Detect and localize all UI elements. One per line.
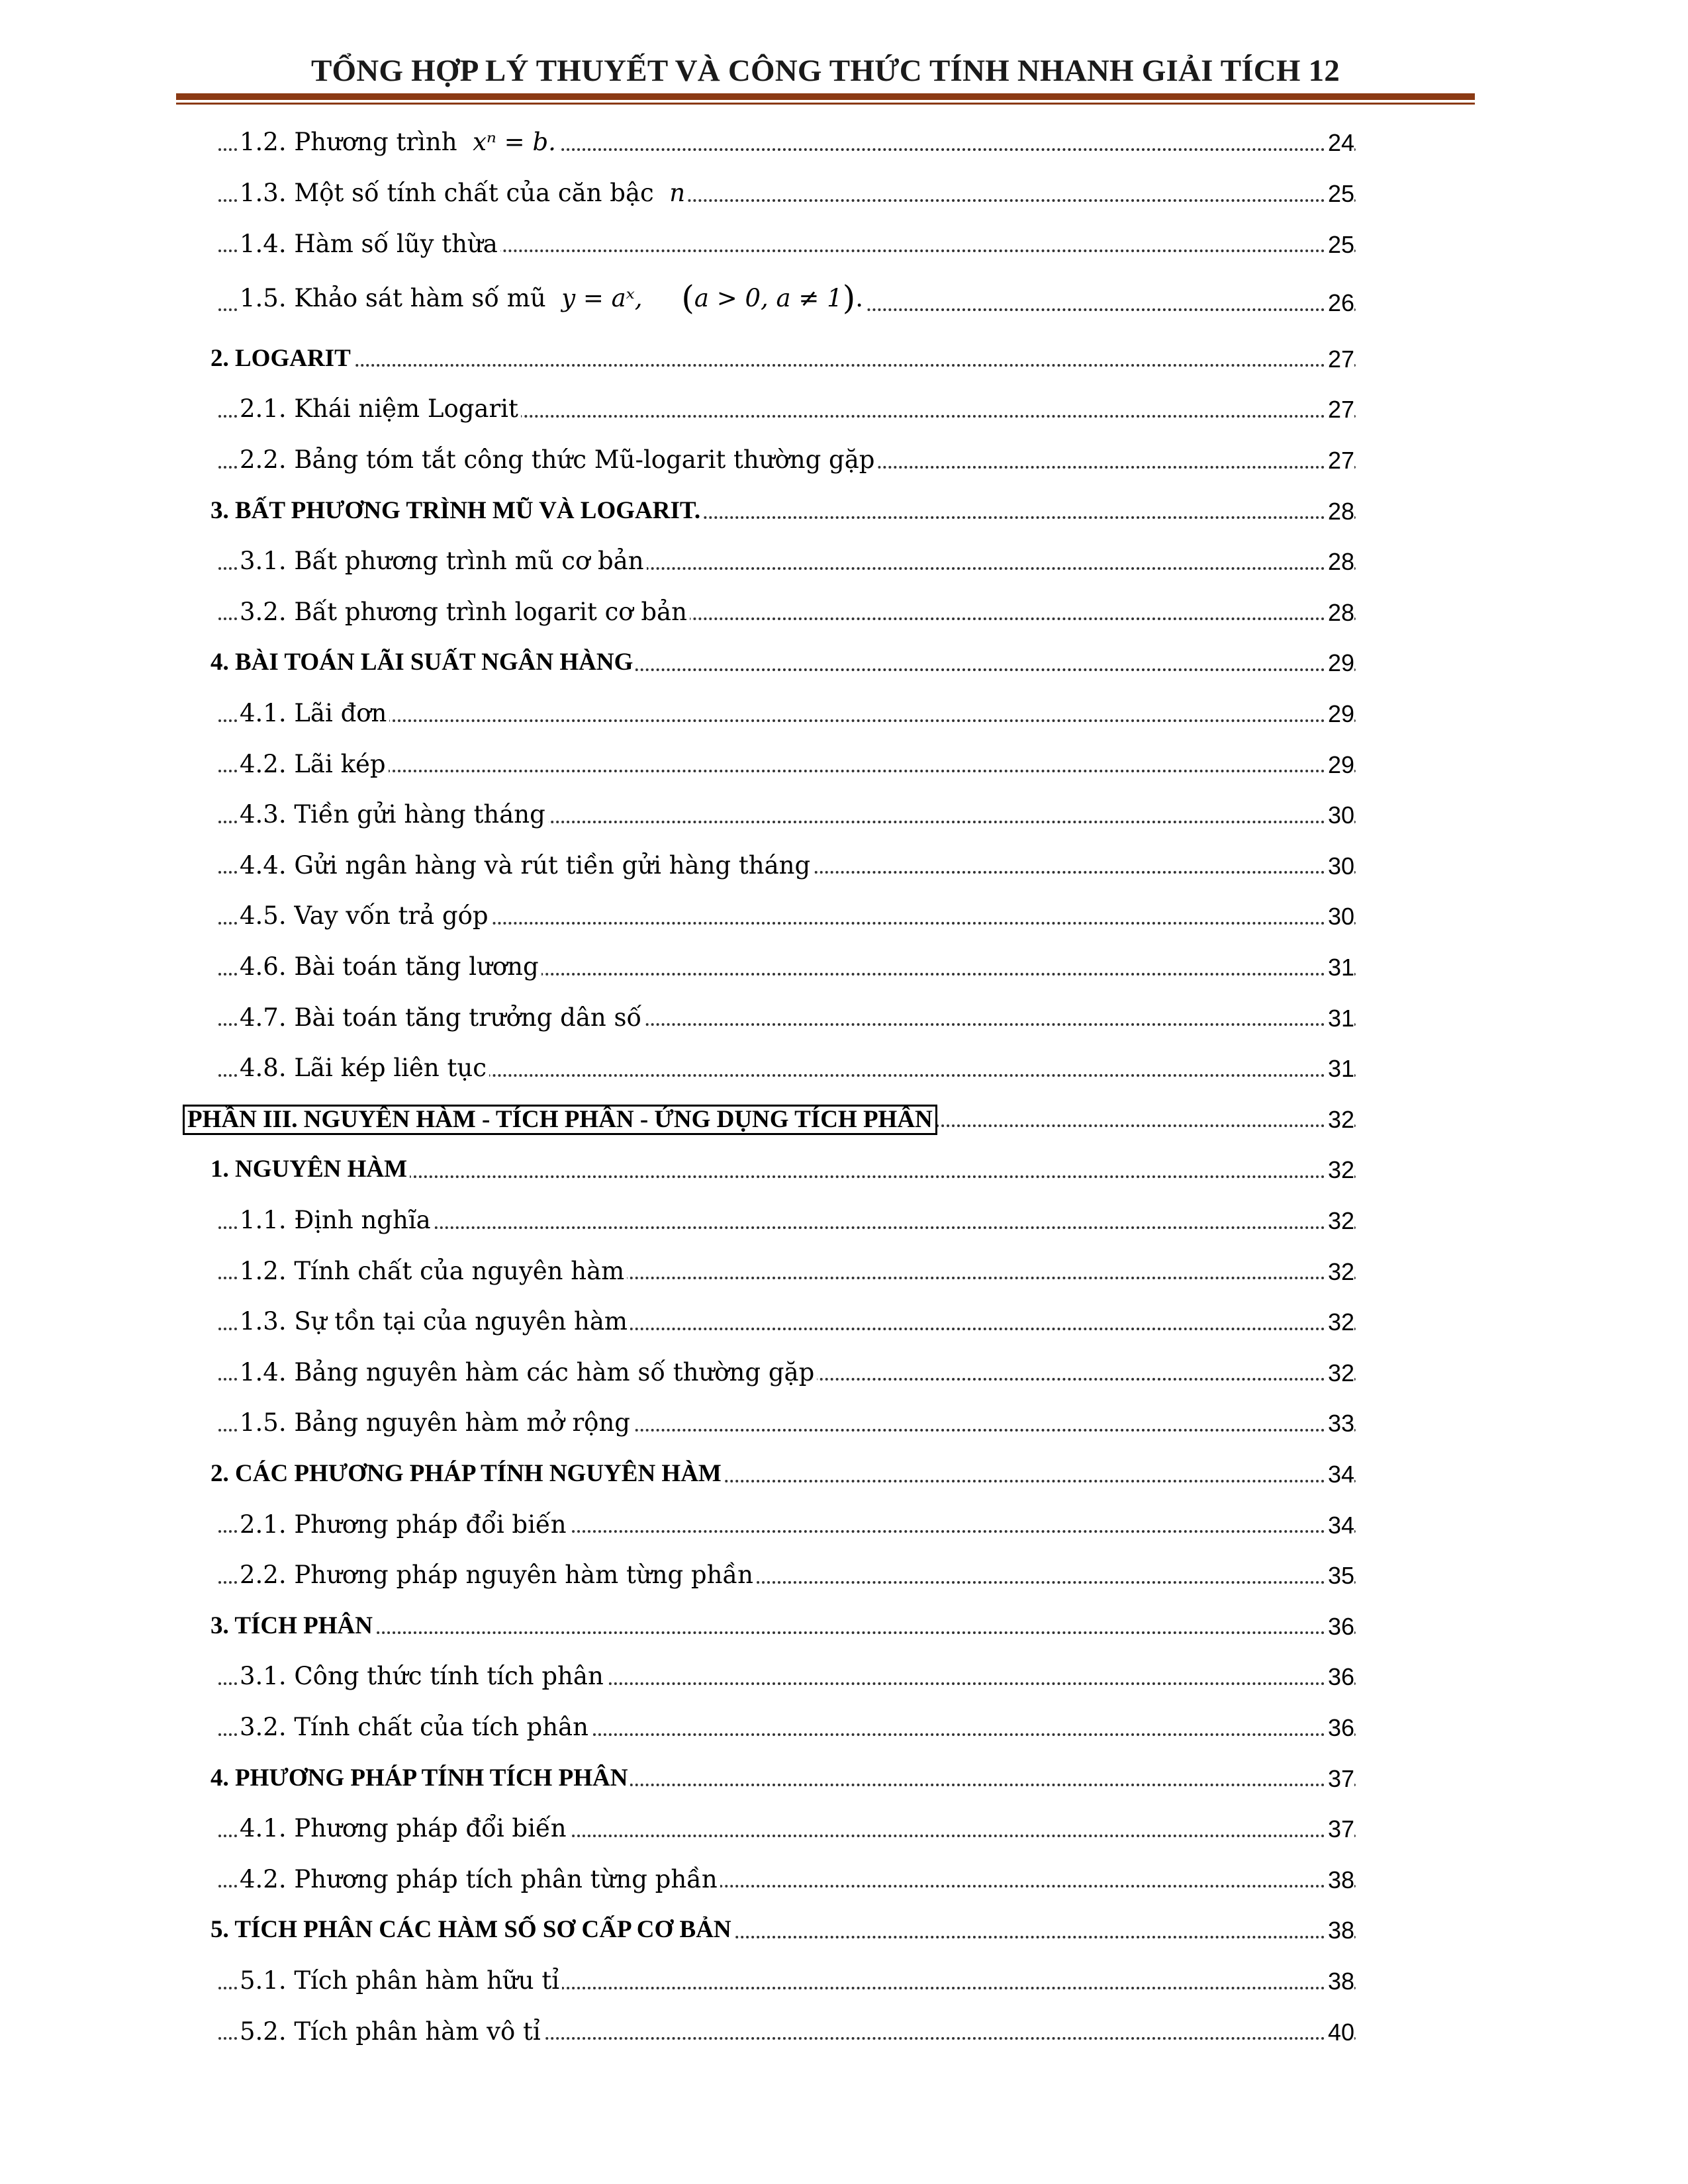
toc-entry-title[interactable] [211, 1461, 724, 1488]
toc-entry-text: 1.4. Bảng nguyên hàm các hàm số thường gặp [240, 1357, 815, 1387]
toc-entry-page-number[interactable]: 31 [1324, 1005, 1354, 1032]
toc-entry-page-number[interactable]: 30 [1324, 853, 1354, 880]
toc-entry[interactable] [0, 1856, 1688, 1898]
toc-entry-title[interactable] [211, 498, 703, 525]
toc-entry-title[interactable] [240, 1815, 569, 1843]
toc-entry-page-number[interactable]: 28 [1324, 498, 1354, 525]
toc-entry[interactable] [0, 1248, 1688, 1290]
toc-entry-page-number[interactable]: 33 [1324, 1410, 1354, 1437]
toc-entry[interactable] [0, 220, 1688, 263]
toc-entry-title[interactable] [240, 280, 866, 316]
toc-entry[interactable] [0, 639, 1688, 682]
toc-entry[interactable] [0, 1095, 1688, 1138]
toc-entry-title[interactable] [240, 129, 559, 156]
toc-entry[interactable] [0, 335, 1688, 377]
toc-entry[interactable] [0, 1754, 1688, 1797]
toc-entry-title[interactable] [240, 751, 389, 778]
toc-entry[interactable] [0, 842, 1688, 884]
toc-entry-page-number[interactable]: 28 [1324, 600, 1354, 626]
toc-entry-math: xⁿ = b. [473, 128, 556, 157]
toc-entry-title[interactable] [240, 1663, 606, 1690]
toc-entry-page-number[interactable]: 28 [1324, 549, 1354, 575]
toc-entry-title[interactable] [240, 954, 541, 981]
toc-entry-title[interactable] [240, 1308, 630, 1336]
header-rule-thick [176, 93, 1475, 100]
toc-entry-text: 3.2. Bất phương trình logarit cơ bản [240, 597, 687, 626]
toc-entry-page-number[interactable]: 40 [1324, 2019, 1354, 2046]
toc-entry-title[interactable] [240, 1512, 569, 1539]
toc-entry[interactable] [0, 1045, 1688, 1087]
paren-close: ) [842, 278, 856, 317]
toc-entry-page-number[interactable]: 27 [1324, 447, 1354, 474]
toc-entry[interactable] [0, 994, 1688, 1036]
toc-entry-title[interactable] [240, 2019, 543, 2046]
toc-entry[interactable] [0, 944, 1688, 986]
dot-leader [218, 364, 1357, 367]
toc-entry-page-number[interactable]: 38 [1324, 1917, 1354, 1944]
toc-entry-title[interactable] [211, 1156, 410, 1183]
toc-entry-title[interactable] [240, 599, 690, 626]
toc-entry-title[interactable] [240, 1258, 627, 1285]
toc-entry-text: 4.8. Lãi kép liên tục [240, 1054, 487, 1083]
toc-entry-page-number[interactable]: 36 [1324, 1715, 1354, 1741]
toc-entry-title[interactable] [211, 1765, 630, 1792]
toc-entry-page-number[interactable]: 24 [1324, 130, 1354, 156]
dot-leader [218, 770, 1357, 772]
toc-entry-page-number[interactable]: 37 [1324, 1816, 1354, 1843]
toc-entry-condition: a > 0, a ≠ 1 [694, 283, 843, 312]
toc-entry-title[interactable] [240, 231, 500, 258]
toc-entry[interactable] [0, 437, 1688, 479]
toc-entry-text: 1.5. Khảo sát hàm số mũ [240, 283, 546, 312]
toc-entry-page-number[interactable]: 32 [1324, 1157, 1354, 1183]
toc-entry-page-number[interactable]: 31 [1324, 954, 1354, 981]
toc-entry-text: 1. NGUYÊN HÀM [211, 1156, 408, 1183]
toc-entry-title[interactable] [240, 548, 647, 575]
toc-entry-title[interactable] [240, 1562, 756, 1589]
toc-entry-text: 4.4. Gửi ngân hàng và rút tiền gửi hàng tháng [240, 850, 811, 880]
toc-entry-title[interactable] [240, 1359, 817, 1387]
toc-entry-page-number[interactable]: 27 [1324, 396, 1354, 423]
toc-entry-text: 4. BÀI TOÁN LÃI SUẤT NGÂN HÀNG [211, 649, 633, 676]
toc-entry-title[interactable] [211, 345, 353, 373]
toc-entry[interactable] [0, 1501, 1688, 1543]
toc-entry-text: 4.5. Vay vốn trả góp [240, 901, 489, 931]
toc-entry-page-number[interactable]: 30 [1324, 903, 1354, 930]
toc-entry-title[interactable] [211, 1613, 375, 1640]
toc-entry[interactable] [0, 1552, 1688, 1594]
toc-entry-text: 1.3. Một số tính chất của căn bậc [240, 178, 654, 207]
toc-entry-text: 3.1. Công thức tính tích phân [240, 1662, 604, 1691]
toc-entry[interactable] [0, 1197, 1688, 1240]
toc-entry-page-number[interactable]: 25 [1324, 181, 1354, 207]
toc-entry[interactable] [0, 792, 1688, 834]
toc-entry[interactable] [0, 386, 1688, 428]
toc-entry-text: 1.1. Định nghĩa [240, 1205, 431, 1234]
toc-entry-text: 1.4. Hàm số lũy thừa [240, 229, 498, 258]
toc-entry-page-number[interactable]: 30 [1324, 802, 1354, 829]
toc-entry[interactable] [0, 690, 1688, 733]
toc-entry[interactable] [0, 538, 1688, 580]
toc-entry-title[interactable] [211, 649, 635, 676]
toc-entry[interactable] [0, 1653, 1688, 1696]
toc-entry-text: 4.7. Bài toán tăng trưởng dân số [240, 1003, 642, 1032]
toc-entry-page-number[interactable]: 32 [1324, 1208, 1354, 1234]
toc-entry-page-number[interactable]: 32 [1324, 1259, 1354, 1285]
toc-entry-text: 3.2. Tính chất của tích phân [240, 1712, 588, 1741]
toc-entry-title[interactable] [240, 700, 389, 727]
toc-entry-title[interactable] [240, 801, 548, 829]
toc-entry-text: 1.3. Sự tồn tại của nguyên hàm [240, 1307, 628, 1336]
toc-entry[interactable] [0, 2008, 1688, 2050]
toc-entry-page-number[interactable]: 29 [1324, 701, 1354, 727]
toc-entry-text: 2.2. Phương pháp nguyên hàm từng phần [240, 1561, 753, 1590]
toc-entry[interactable] [0, 893, 1688, 935]
toc-entry-title[interactable] [240, 447, 877, 474]
toc-entry-text: 2.1. Khái niệm Logarit [240, 394, 518, 424]
toc-entry[interactable] [0, 1298, 1688, 1341]
toc-entry-page-number[interactable]: 34 [1324, 1461, 1354, 1488]
toc-entry[interactable] [0, 1805, 1688, 1848]
toc-entry[interactable] [0, 1451, 1688, 1493]
toc-entry-text: 4.6. Bài toán tăng lương [240, 952, 539, 981]
toc-entry-title[interactable] [211, 1917, 734, 1944]
toc-entry-page-number[interactable]: 29 [1324, 650, 1354, 676]
toc-entry-page-number[interactable]: 32 [1324, 1360, 1354, 1387]
toc-entry[interactable] [0, 1146, 1688, 1189]
toc-entry-page-number[interactable]: 34 [1324, 1512, 1354, 1539]
toc-entry-title[interactable] [240, 1866, 720, 1893]
toc-entry-text: PHẦN III. NGUYÊN HÀM - TÍCH PHÂN - ỨNG DỤNG TÍCH PHÂN [187, 1105, 933, 1133]
header-rule-thin [176, 103, 1475, 105]
toc-entry-text: 4.3. Tiền gửi hàng tháng [240, 800, 545, 829]
toc-entry-page-number[interactable]: 36 [1324, 1664, 1354, 1690]
toc-entry-title[interactable] [240, 1714, 591, 1741]
toc-entry-math: n [669, 178, 686, 207]
toc-entry[interactable] [0, 170, 1688, 212]
toc-entry[interactable] [0, 487, 1688, 529]
toc-entry-title[interactable] [240, 1207, 434, 1234]
toc-entry-page-number[interactable]: 26 [1324, 290, 1354, 316]
toc-entry-title[interactable] [240, 180, 688, 207]
toc-entry[interactable] [0, 1958, 1688, 2000]
toc-entry[interactable] [0, 119, 1688, 161]
toc-entry-text: 3. TÍCH PHÂN [211, 1612, 373, 1639]
toc-entry-text: 2. CÁC PHƯƠNG PHÁP TÍNH NGUYÊN HÀM [211, 1459, 722, 1487]
toc-entry-text: 1.2. Phương trình [240, 128, 457, 157]
toc-entry-text: 5.2. Tích phân hàm vô tỉ [240, 2017, 541, 2046]
toc-entry[interactable] [0, 1704, 1688, 1747]
toc-entry-text: 4.2. Lãi kép [240, 749, 386, 778]
toc-entry-title[interactable] [240, 1968, 562, 1995]
toc-entry-page-number[interactable]: 29 [1324, 752, 1354, 778]
toc-entry-page-number[interactable]: 32 [1324, 1309, 1354, 1336]
toc-entry[interactable] [0, 1349, 1688, 1391]
toc-entry-title[interactable] [240, 1410, 633, 1437]
toc-entry-text: 2. LOGARIT [211, 344, 351, 372]
dot-leader [218, 1631, 1357, 1634]
toc-entry-title[interactable] [240, 1055, 489, 1082]
toc-entry[interactable] [0, 741, 1688, 783]
toc-entry-text: 4.1. Lãi đơn [240, 698, 387, 727]
toc-entry-title[interactable] [240, 396, 521, 423]
toc-entry-math: y = aˣ, [561, 283, 643, 312]
toc-entry-title[interactable] [240, 903, 491, 930]
toc-entry-page-number[interactable]: 36 [1324, 1614, 1354, 1640]
toc-entry[interactable] [0, 1602, 1688, 1645]
toc-entry[interactable] [0, 1400, 1688, 1442]
toc-entry-text: 3. BẤT PHƯƠNG TRÌNH MŨ VÀ LOGARIT. [211, 496, 701, 524]
paren-open: ( [681, 278, 694, 317]
toc-entry-title[interactable] [240, 1005, 644, 1032]
toc-entry-text: 3.1. Bất phương trình mũ cơ bản [240, 547, 644, 576]
toc-entry-page-number[interactable]: 38 [1324, 1968, 1354, 1995]
toc-entry-text: 1.5. Bảng nguyên hàm mở rộng [240, 1408, 630, 1437]
toc-entry-page-number[interactable]: 38 [1324, 1867, 1354, 1893]
toc-entry[interactable] [0, 1907, 1688, 1949]
toc-entry-text: 1.2. Tính chất của nguyên hàm [240, 1256, 625, 1285]
toc-entry-text: 2.1. Phương pháp đổi biến [240, 1510, 567, 1539]
page-header-title: TỔNG HỢP LÝ THUYẾT VÀ CÔNG THỨC TÍNH NHANH GIẢI TÍCH 12 [310, 54, 1340, 88]
toc-entry[interactable] [0, 588, 1688, 631]
toc-entry-text: 5.1. Tích phân hàm hữu tỉ [240, 1966, 560, 1995]
toc-entry-title[interactable] [240, 852, 813, 880]
toc-entry-text: 5. TÍCH PHÂN CÁC HÀM SỐ SƠ CẤP CƠ BẢN [211, 1916, 731, 1944]
toc-entry-title[interactable] [183, 1105, 937, 1136]
toc-entry[interactable] [0, 279, 1688, 322]
toc-entry-text: 2.2. Bảng tóm tắt công thức Mũ-logarit thường gặp [240, 445, 875, 474]
toc-entry-page-number[interactable]: 35 [1324, 1563, 1354, 1589]
toc-entry-page-number[interactable]: 32 [1324, 1107, 1354, 1133]
toc-entry-page-number[interactable]: 31 [1324, 1056, 1354, 1082]
toc-entry-text: 4.1. Phương pháp đổi biến [240, 1814, 567, 1843]
toc-entry-suffix: . [855, 283, 863, 312]
toc-entry-page-number[interactable]: 25 [1324, 232, 1354, 258]
toc-entry-text: 4.2. Phương pháp tích phân từng phần [240, 1864, 718, 1893]
toc-entry-text: 4. PHƯƠNG PHÁP TÍNH TÍCH PHÂN [211, 1764, 628, 1792]
toc-entry-page-number[interactable]: 37 [1324, 1766, 1354, 1792]
toc-entry-page-number[interactable]: 27 [1324, 346, 1354, 373]
